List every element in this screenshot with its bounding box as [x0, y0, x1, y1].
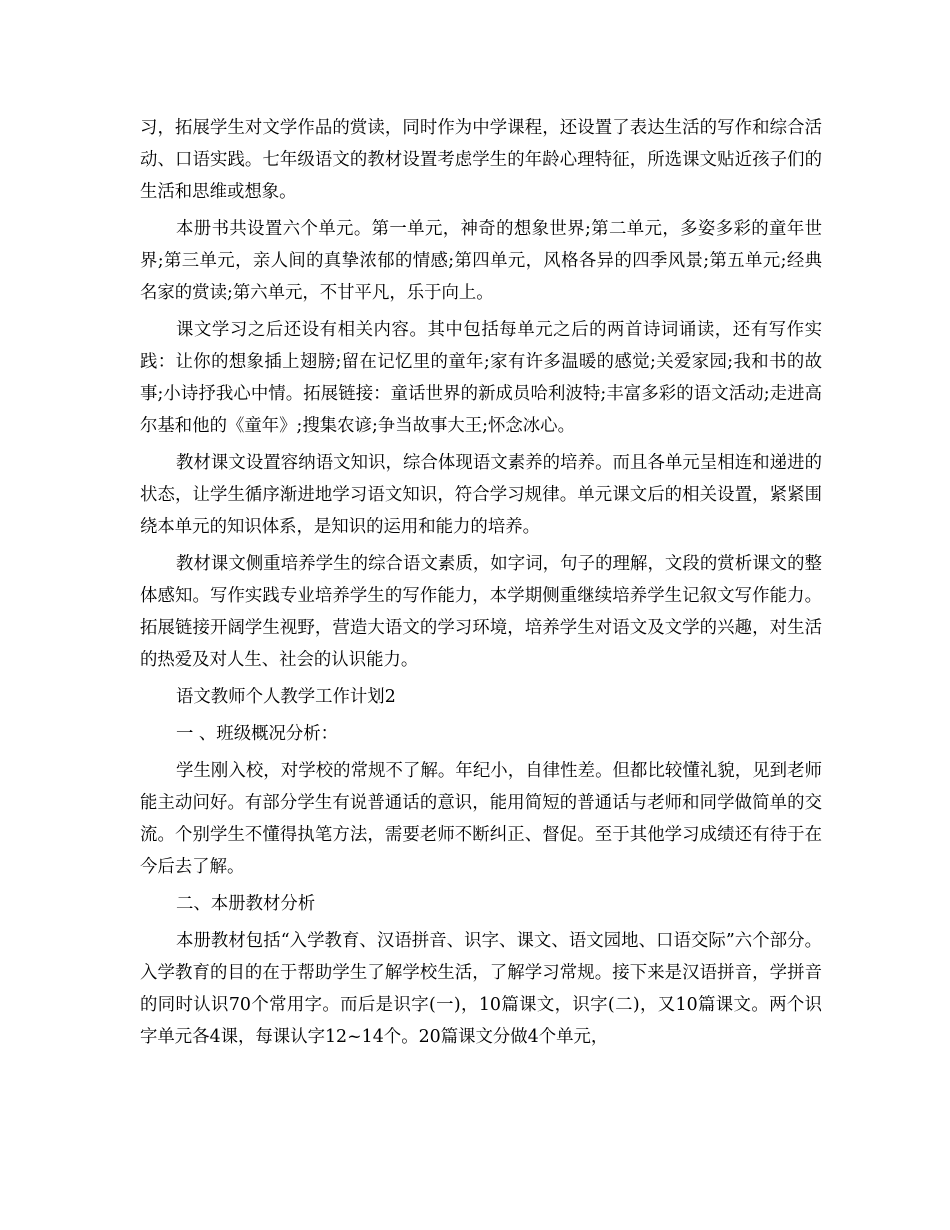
paragraph-units-overview: 本册书共设置六个单元。第一单元，神奇的想象世界;第二单元，多姿多彩的童年世界;第三单元，亲人间的真挚浓郁的情感;第四单元，风格各异的四季风景;第五单元;经典名家的赏读;第六单元，不甘平凡，乐于向上。	[140, 219, 822, 303]
paragraph-after-lesson-content: 课文学习之后还设有相关内容。其中包括每单元之后的两首诗词诵读，还有写作实践：让你的想象插上翅膀;留在记忆里的童年;家有许多温暖的感觉;关爱家园;我和书的故事;小诗抒我心中情。拓展链接：童话世界的新成员哈利波特;丰富多彩的语文活动;走进高尔基和他的《童年》;搜集农谚;争当故事大王;怀念冰心。	[140, 320, 822, 436]
section-heading-textbook-analysis: 二、本册教材分析	[176, 894, 316, 914]
paragraph-continuation: 习，拓展学生对文学作品的赏读，同时作为中学课程，还设置了表达生活的写作和综合活动、口语实践。七年级语文的教材设置考虑学生的年龄心理特征，所选课文贴近孩子们的生活和思维或想象。	[140, 118, 822, 202]
paragraph-textbook-analysis: 本册教材包括“入学教育、汉语拼音、识字、课文、语文园地、口语交际”六个部分。入学教育的目的在于帮助学生了解学校生活，了解学习常规。接下来是汉语拼音，学拼音的同时认识70个常用字。而后是识字(一)，10篇课文，识字(二)，又10篇课文。两个识字单元各4课，每课认字12~14个。20篇课文分做4个单元，	[140, 931, 822, 1047]
paragraph-textbook-design: 教材课文设置容纳语文知识，综合体现语文素养的培养。而且各单元呈相连和递进的状态，让学生循序渐进地学习语文知识，符合学习规律。单元课文后的相关设置，紧紧围绕本单元的知识体系，是知识的运用和能力的培养。	[140, 453, 822, 537]
paragraph-textbook-focus: 教材课文侧重培养学生的综合语文素质，如字词，句子的理解，文段的赏析课文的整体感知。写作实践专业培养学生的写作能力，本学期侧重继续培养学生记叙文写作能力。拓展链接开阔学生视野，营造大语文的学习环境，培养学生对语文及文学的兴趣，对生活的热爱及对人生、社会的认识能力。	[140, 554, 822, 670]
section-heading-class-analysis: 一 、班级概况分析：	[176, 724, 339, 744]
section-title-plan-2: 语文教师个人教学工作计划2	[176, 687, 396, 707]
paragraph-class-analysis: 学生刚入校，对学校的常规不了解。年纪小，自律性差。但都比较懂礼貌，见到老师能主动问好。有部分学生有说普通话的意识，能用简短的普通话与老师和同学做简单的交流。个别学生不懂得执笔方法，需要老师不断纠正、督促。至于其他学习成绩还有待于在今后去了解。	[140, 761, 822, 877]
